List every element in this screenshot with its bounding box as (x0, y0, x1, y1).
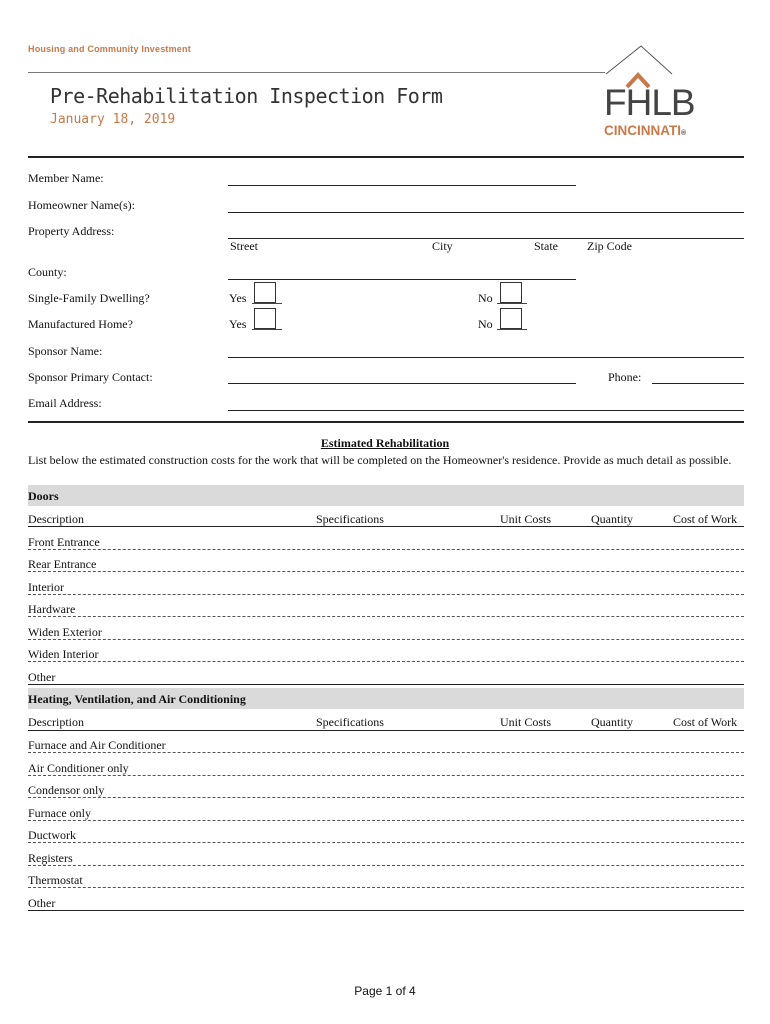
row-divider (28, 820, 744, 821)
table-row: Furnace and Air Conditioner (28, 738, 166, 752)
table-row: Ductwork (28, 828, 76, 842)
table-header-rule (28, 730, 744, 731)
col-cost-of-work: Cost of Work (673, 715, 738, 729)
info-bottom-rule (28, 421, 744, 423)
single-family-label: Single-Family Dwelling? (28, 291, 150, 305)
county-label: County: (28, 265, 67, 279)
col-quantity: Quantity (591, 715, 633, 729)
row-divider (28, 549, 744, 550)
section-header-doors (28, 485, 744, 506)
phone-label: Phone: (608, 370, 642, 384)
table-row: Widen Exterior (28, 625, 102, 639)
sponsor-name-label: Sponsor Name: (28, 344, 103, 358)
sponsor-contact-label: Sponsor Primary Contact: (28, 370, 153, 384)
section-bottom-rule (28, 910, 744, 911)
manufactured-no-label: No (478, 317, 493, 331)
sponsor-contact-field[interactable] (228, 383, 576, 384)
manufactured-no-checkbox[interactable] (500, 308, 522, 329)
table-row: Widen Interior (28, 647, 99, 661)
member-name-field[interactable] (228, 185, 576, 186)
zip-sublabel: Zip Code (587, 239, 632, 253)
manufactured-yes-label: Yes (229, 317, 247, 331)
email-field[interactable] (228, 410, 744, 411)
page-number: Page 1 of 4 (354, 984, 416, 998)
table-row: Furnace only (28, 806, 91, 820)
city-sublabel: City (432, 239, 453, 253)
row-divider (28, 865, 744, 866)
logo-cincinnati-text: CINCINNATI (604, 123, 681, 138)
row-divider (28, 752, 744, 753)
checkbox-underline (497, 329, 527, 330)
sponsor-name-field[interactable] (228, 357, 744, 358)
phone-field[interactable] (652, 383, 744, 384)
property-address-field[interactable] (228, 238, 744, 239)
checkbox-underline (497, 303, 527, 304)
page-title: Pre-Rehabilitation Inspection Form (50, 84, 443, 108)
table-row: Other (28, 896, 56, 910)
col-description: Description (28, 512, 84, 526)
single-family-no-checkbox[interactable] (500, 282, 522, 303)
single-family-yes-checkbox[interactable] (254, 282, 276, 303)
row-divider (28, 842, 744, 843)
table-row: Rear Entrance (28, 557, 97, 571)
form-date: January 18, 2019 (50, 112, 176, 127)
col-quantity: Quantity (591, 512, 633, 526)
org-name: Housing and Community Investment (28, 44, 191, 54)
row-divider (28, 775, 744, 776)
estimate-instructions: List below the estimated construction costs for the work that will be completed on the Homeowner's residence. Provide as much detail as possible. (28, 453, 732, 467)
table-row: Registers (28, 851, 73, 865)
county-field[interactable] (228, 279, 576, 280)
table-header-rule (28, 526, 744, 527)
col-unit-costs: Unit Costs (500, 512, 552, 526)
property-address-label: Property Address: (28, 224, 115, 238)
single-family-yes-label: Yes (229, 291, 247, 305)
row-divider (28, 594, 744, 595)
col-cost-of-work: Cost of Work (673, 512, 738, 526)
col-specifications: Specifications (316, 512, 384, 526)
row-divider (28, 661, 744, 662)
manufactured-home-label: Manufactured Home? (28, 317, 133, 331)
table-row: Thermostat (28, 873, 83, 887)
section-title: Heating, Ventilation, and Air Conditioning (28, 692, 246, 706)
header-divider (28, 72, 605, 73)
section-bottom-rule (28, 684, 744, 685)
manufactured-yes-checkbox[interactable] (254, 308, 276, 329)
single-family-no-label: No (478, 291, 493, 305)
header-bottom-rule (28, 156, 744, 158)
table-row: Front Entrance (28, 535, 100, 549)
section-header-hvac (28, 688, 744, 709)
row-divider (28, 571, 744, 572)
logo-registered-mark: ® (681, 130, 687, 137)
checkbox-underline (252, 303, 282, 304)
street-sublabel: Street (230, 239, 258, 253)
homeowner-names-field[interactable] (228, 212, 744, 213)
col-description: Description (28, 715, 84, 729)
member-name-label: Member Name: (28, 171, 104, 185)
state-sublabel: State (534, 239, 558, 253)
row-divider (28, 639, 744, 640)
row-divider (28, 797, 744, 798)
homeowner-names-label: Homeowner Name(s): (28, 198, 135, 212)
email-label: Email Address: (28, 396, 102, 410)
checkbox-underline (252, 329, 282, 330)
row-divider (28, 616, 744, 617)
logo-fhlb: FHLB (604, 82, 695, 123)
row-divider (28, 887, 744, 888)
table-row: Air Conditioner only (28, 761, 129, 775)
table-row: Hardware (28, 602, 76, 616)
table-row: Condensor only (28, 783, 105, 797)
logo-cincinnati (604, 123, 686, 138)
table-row: Interior (28, 580, 64, 594)
table-row: Other (28, 670, 56, 684)
section-title: Doors (28, 489, 59, 503)
col-specifications: Specifications (316, 715, 384, 729)
col-unit-costs: Unit Costs (500, 715, 552, 729)
estimate-title: Estimated Rehabilitation (320, 436, 450, 450)
